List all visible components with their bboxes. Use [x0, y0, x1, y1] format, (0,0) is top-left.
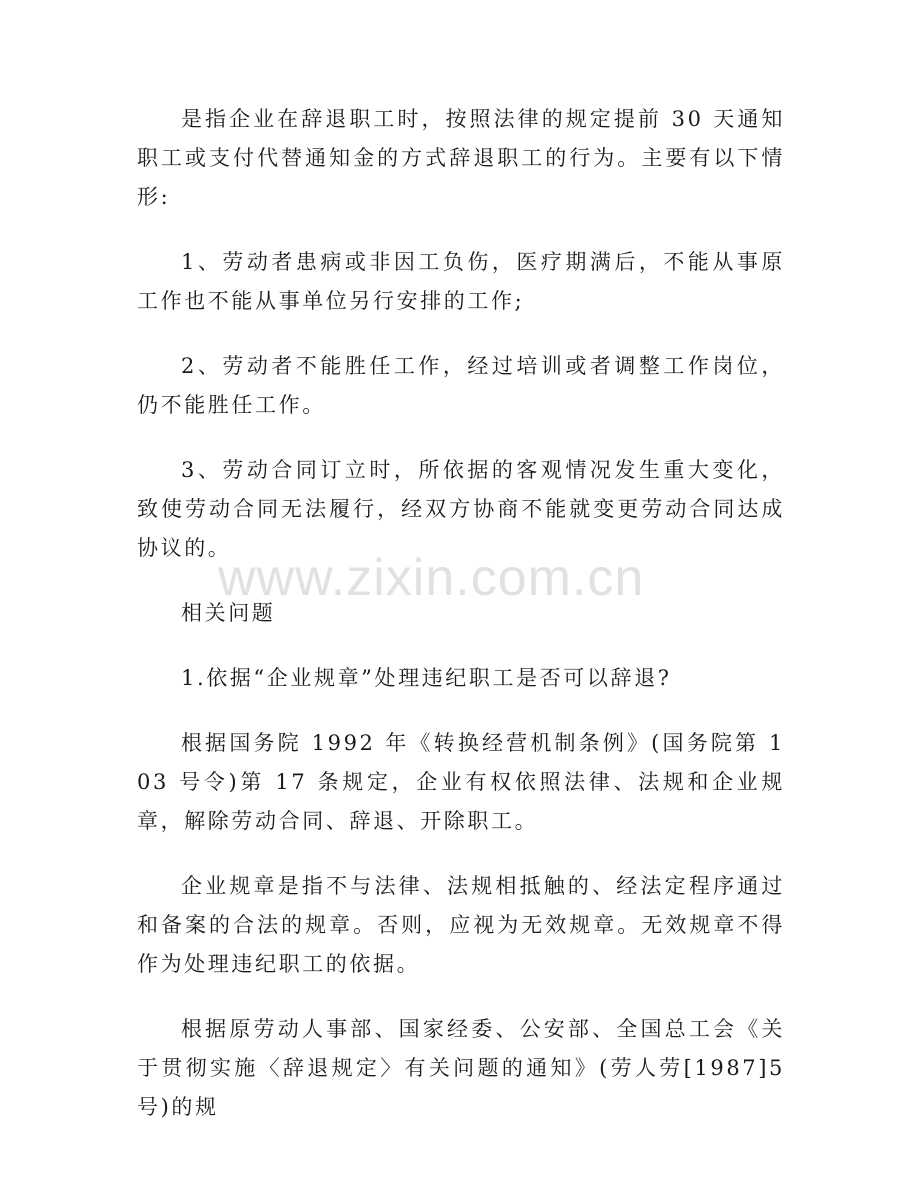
section-heading-related-questions: 相关问题 — [181, 601, 276, 625]
document-body — [137, 100, 785, 1153]
paragraph-notice-1987: 根据原劳动人事部、国家经委、公安部、全国总工会《关于贯彻实施〈辞退规定〉有关问题的通知》(劳人劳[1987]5 号)的规 — [137, 1017, 785, 1119]
paragraph-item-1: 1、劳动者患病或非因工负伤，医疗期满后，不能从事原工作也不能从事单位另行安排的工作; — [137, 250, 785, 313]
paragraph-item-3: 3、劳动合同订立时，所依据的客观情况发生重大变化，致使劳动合同无法履行，经双方协商不能就变更劳动合同达成协议的。 — [137, 458, 785, 560]
paragraph-item-2: 2、劳动者不能胜任工作，经过培训或者调整工作岗位，仍不能胜任工作。 — [137, 354, 785, 417]
question-1: 1.依据“企业规章”处理违纪职工是否可以辞退? — [181, 666, 672, 690]
paragraph-definition: 是指企业在辞退职工时，按照法律的规定提前 30 天通知职工或支付代替通知金的方式辞退职工的行为。主要有以下情形: — [137, 107, 785, 209]
paragraph-enterprise-rules: 企业规章是指不与法律、法规相抵触的、经法定程序通过和备案的合法的规章。否则，应视为无效规章。无效规章不得作为处理违纪职工的依据。 — [137, 874, 785, 976]
paragraph-regulation-1992: 根据国务院 1992 年《转换经营机制条例》(国务院第 103 号令)第 17 条规定，企业有权依照法律、法规和企业规章，解除劳动合同、辞退、开除职工。 — [137, 731, 785, 833]
watermark: www.zixin.com.cn — [218, 549, 645, 607]
